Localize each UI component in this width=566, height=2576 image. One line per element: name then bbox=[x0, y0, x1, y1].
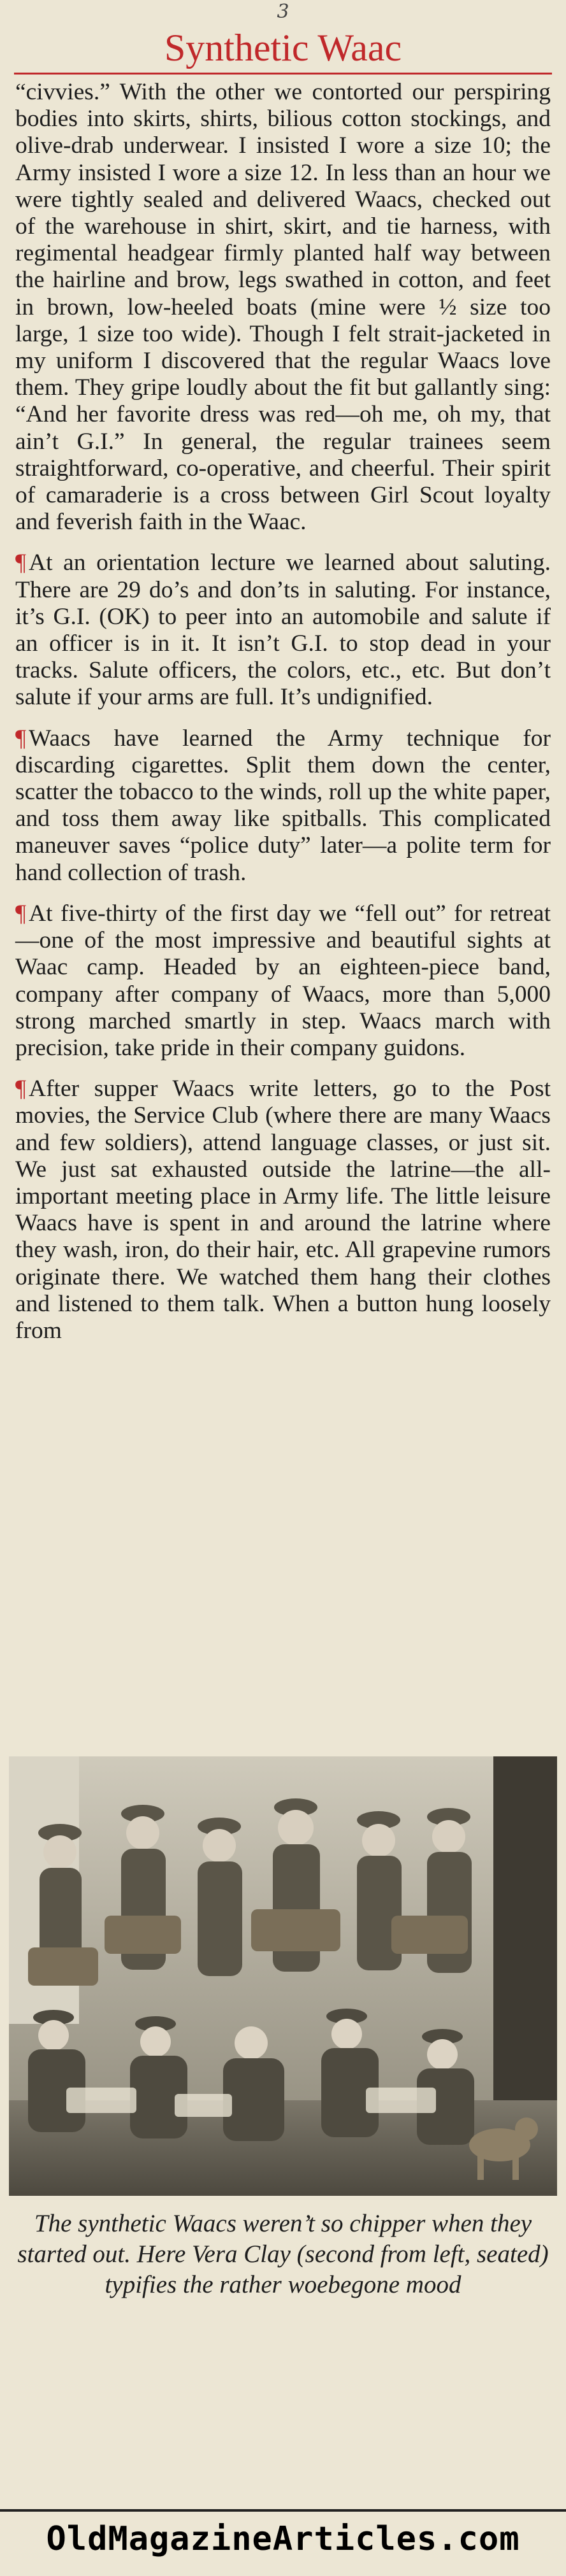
article-paragraph bbox=[15, 725, 551, 886]
paragraph-text: At five-thirty of the first day we “fell out” for retreat—one of the most impressive and beautiful sights at Waac camp. Headed by an eighteen-piece band, company after company of Waacs, more than 5,000 strong marched smartly in step. Waacs march with precision, take pride in their company guidons. bbox=[15, 900, 551, 1061]
pilcrow-icon: ¶ bbox=[15, 1076, 26, 1102]
page-number: 3 bbox=[277, 1, 289, 23]
page-title: Synthetic Waac bbox=[164, 27, 402, 69]
paragraph-text: At an orientation lecture we learned about saluting. There are 29 do’s and don’ts in saluting. For instance, it’s G.I. (OK) to peer into an automobile and salute if an officer is in it. It isn’t G.I. to stop dead in your tracks. Salute officers, the colors, etc., etc. But don’t salute if your arms are full. It’s undignified. bbox=[15, 550, 551, 711]
article-paragraph bbox=[15, 900, 551, 1062]
article-paragraph bbox=[15, 1076, 551, 1344]
article-paragraph bbox=[15, 550, 551, 711]
photo-waacs-group bbox=[9, 1756, 557, 2196]
article-body bbox=[15, 79, 551, 1358]
paragraph-text: “civvies.” With the other we contorted our perspiring bodies into skirts, shirts, bilious cotton stockings, and olive-drab underwear. I insisted I wore a size 10; the Army insisted I wore a size 12. In less than an hour we were tightly sealed and delivered Waacs, checked out of the warehouse in shirt, skirt, and tie harness, with regimental headgear firmly planted half way between the hairline and brow, legs swathed in cotton, and feet in brown, low-heeled boats (mine were ½ size too large, 1 size too wide). Though I felt strait-jacketed in my uniform I discovered that the regular Waacs love them. They gripe loudly about the fit but gallantly sing: “And her favorite dress was red—oh me, oh my, that ain’t G.I.” In general, the regular trainees seem straightforward, co-operative, and cheerful. Their spirit of camaraderie is a cross between Girl Scout loyalty and feverish faith in the Waac. bbox=[15, 79, 551, 536]
paragraph-text: After supper Waacs write letters, go to the Post movies, the Service Club (where there are many Waacs and few soldiers), attend language classes, or just sit. We just sat exhausted outside the latrine—the all-important meeting place in Army life. The little leisure Waacs have is spent in and around the latrine where they wash, iron, do their hair, etc. All grapevine rumors originate there. We watched them hang their clothes and listened to them talk. When a button hung loosely from bbox=[15, 1076, 551, 1344]
photo-illustration-icon bbox=[9, 1756, 557, 2196]
site-credit: OldMagazineArticles.com bbox=[46, 2520, 520, 2558]
pilcrow-icon: ¶ bbox=[15, 725, 26, 751]
paragraph-text: Waacs have learned the Army technique for discarding cigarettes. Split them down the center, scatter the tobacco to the winds, roll up the white paper, and toss them away like spitballs. This complicated maneuver saves “police duty” later—a polite term for hand collection of trash. bbox=[15, 725, 551, 886]
footer-rule bbox=[0, 2509, 566, 2512]
pilcrow-icon: ¶ bbox=[15, 550, 26, 576]
photo-caption: The synthetic Waacs weren’t so chipper when they started out. Here Vera Clay (second from left, seated) typifies the rather woebegone mood bbox=[17, 2210, 549, 2298]
article-paragraph bbox=[15, 79, 551, 536]
title-rule bbox=[14, 73, 552, 75]
pilcrow-icon: ¶ bbox=[15, 900, 26, 927]
